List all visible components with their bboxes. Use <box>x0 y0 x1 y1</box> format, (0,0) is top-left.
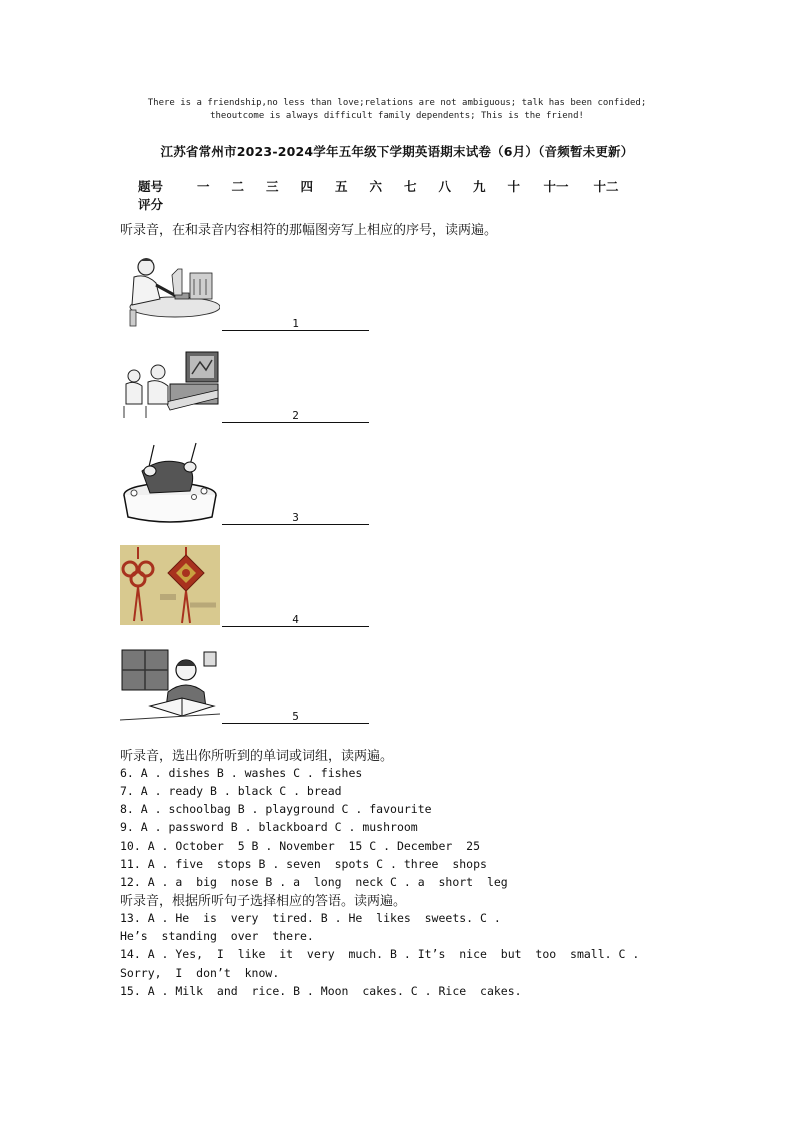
answer-line-1[interactable] <box>222 317 369 331</box>
score-col-6: 六 <box>369 179 382 194</box>
question-13-line1: 13. A . He is very tired. B . He likes sweets. C . <box>120 911 501 925</box>
question-12: 12. A . a big nose B . a long neck C . a short leg <box>120 875 508 889</box>
question-6: 6. A . dishes B . washes C . fishes <box>120 766 363 780</box>
score-table-score-label: 评分 <box>138 197 164 212</box>
score-col-1: 一 <box>196 179 210 194</box>
header-quote: There is a friendship,no less than love;relations are not ambiguous; talk has been confided; theoutcome is always difficult family dependents; This is the friend! <box>147 98 647 121</box>
question-8: 8. A . schoolbag B . playground C . favourite <box>120 802 432 816</box>
answer-line-3[interactable] <box>222 511 369 525</box>
score-col-10: 十 <box>507 179 520 194</box>
answer-number-1: 1 <box>292 317 299 330</box>
score-col-12: 十二 <box>593 179 619 194</box>
question-7: 7. A . ready B . black C . bread <box>120 784 342 798</box>
question-13-line2: He’s standing over there. <box>120 929 314 943</box>
question-9: 9. A . password B . blackboard C . mushroom <box>120 820 418 834</box>
question-11: 11. A . five stops B . seven spots C . three shops <box>120 857 487 871</box>
question-15: 15. A . Milk and rice. B . Moon cakes. C . Rice cakes. <box>120 984 522 998</box>
score-table-score-row <box>138 196 668 214</box>
answer-number-5: 5 <box>292 710 299 723</box>
question-14-line2: Sorry, I don’t know. <box>120 966 280 980</box>
score-col-3: 三 <box>265 179 279 194</box>
section3-instruction: 听录音，根据所听句子选择相应的答语。读两遍。 <box>120 894 407 909</box>
score-col-7: 七 <box>403 179 417 194</box>
man-cleaning-table-picture <box>120 255 220 327</box>
chinese-knot-picture <box>120 545 220 625</box>
answer-number-2: 2 <box>292 409 299 422</box>
score-table <box>138 178 668 214</box>
section2-instruction: 听录音，选出你所听到的单词或词组，读两遍。 <box>120 749 394 764</box>
answer-number-4: 4 <box>292 613 299 626</box>
score-table-head-row <box>138 178 668 196</box>
score-col-8: 八 <box>438 179 451 194</box>
page-title: 江苏省常州市2023-2024学年五年级下学期英语期末试卷（6月）（音频暂未更新） <box>160 144 634 159</box>
answer-line-2[interactable] <box>222 409 369 423</box>
score-col-4: 四 <box>300 179 313 194</box>
question-10: 10. A . October 5 B . November 15 C . December 25 <box>120 839 481 853</box>
score-table-head-label: 题号 <box>138 179 164 194</box>
answer-line-4[interactable] <box>222 613 369 627</box>
question-14-line1: 14. A . Yes, I like it very much. B . It’s nice but too small. C . <box>120 947 640 961</box>
answer-number-3: 3 <box>292 511 299 524</box>
score-col-11: 十一 <box>543 179 569 194</box>
score-col-2: 二 <box>231 179 244 194</box>
section1-instruction: 听录音，在和录音内容相符的那幅图旁写上相应的序号，读两遍。 <box>120 223 498 238</box>
people-at-computer-picture <box>120 350 220 420</box>
score-col-5: 五 <box>334 179 348 194</box>
answer-line-5[interactable] <box>222 710 369 724</box>
boy-reading-picture <box>120 648 220 722</box>
score-col-9: 九 <box>472 179 486 194</box>
washing-clothes-picture <box>120 441 220 523</box>
